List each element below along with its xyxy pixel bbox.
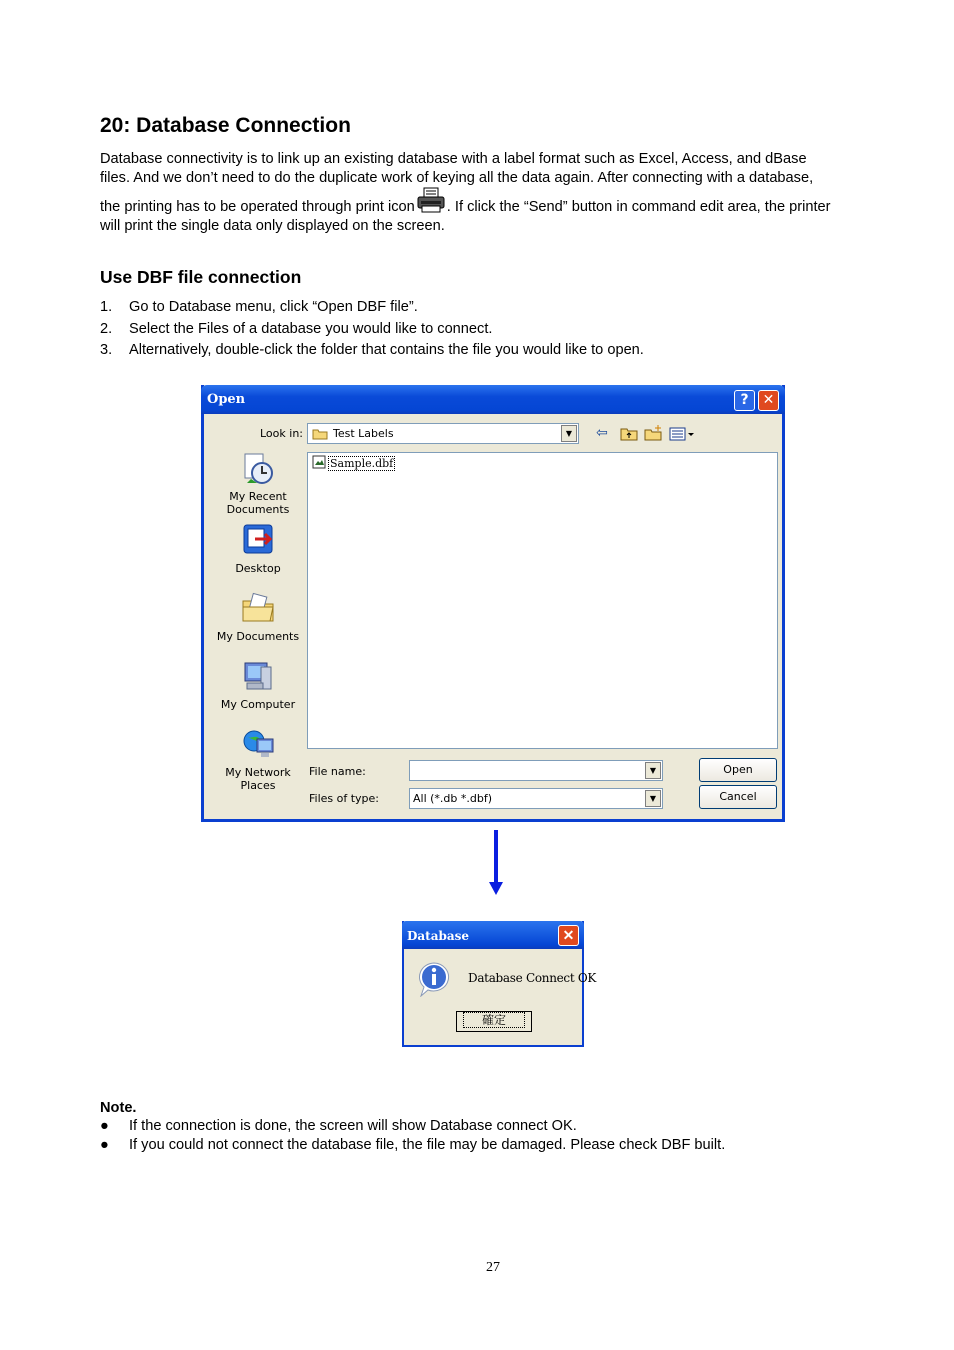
database-message: Database Connect OK bbox=[468, 971, 597, 985]
step-number: 3. bbox=[100, 342, 113, 358]
step-text: Alternatively, double-click the folder that contains the file you would like to open. bbox=[129, 342, 644, 358]
open-button[interactable]: Open bbox=[699, 758, 777, 782]
look-in-label: Look in: bbox=[260, 427, 303, 440]
intro-line-4: will print the single data only displayed on the screen. bbox=[100, 217, 445, 234]
step-text: Select the Files of a database you would like to connect. bbox=[129, 320, 493, 337]
desktop-icon bbox=[241, 523, 275, 557]
note-text: If you could not connect the database file, the file may be damaged. Please check DBF built. bbox=[129, 1137, 726, 1153]
folder-icon bbox=[312, 428, 328, 440]
chevron-down-icon[interactable]: ▼ bbox=[645, 762, 661, 779]
open-dialog-titlebar bbox=[201, 385, 785, 414]
file-name: Sample.dbf bbox=[330, 457, 394, 470]
chevron-down-icon[interactable]: ▼ bbox=[561, 425, 577, 442]
place-my-network[interactable] bbox=[212, 727, 304, 792]
open-dialog-title: Open bbox=[207, 392, 246, 407]
place-recent[interactable] bbox=[212, 451, 304, 516]
database-dialog-title: Database bbox=[407, 929, 470, 943]
section-heading: Use DBF file connection bbox=[100, 267, 302, 287]
place-label: My Computer bbox=[220, 698, 296, 711]
step-number: 2. bbox=[100, 320, 113, 337]
look-in-select[interactable] bbox=[307, 423, 579, 444]
look-in-value: Test Labels bbox=[333, 427, 394, 440]
page-title: 20: Database Connection bbox=[100, 114, 351, 137]
database-dialog bbox=[402, 921, 597, 1047]
recent-documents-icon bbox=[241, 451, 275, 485]
intro-line-3a: the printing has to be operated through print icon bbox=[100, 199, 415, 215]
ok-button[interactable] bbox=[456, 1011, 532, 1032]
close-button[interactable]: ✕ bbox=[758, 390, 779, 411]
info-icon bbox=[417, 961, 451, 997]
file-type-label: Files of type: bbox=[309, 792, 380, 805]
bullet-icon: ● bbox=[100, 1137, 109, 1153]
ok-button-label: 確定 bbox=[463, 1012, 525, 1028]
printer-icon bbox=[416, 187, 446, 213]
page-number: 27 bbox=[486, 1260, 500, 1275]
help-button[interactable]: ? bbox=[734, 390, 755, 411]
down-arrow-icon bbox=[486, 830, 506, 896]
place-desktop[interactable] bbox=[212, 523, 304, 575]
up-folder-icon[interactable] bbox=[620, 426, 638, 441]
back-icon[interactable]: ⇦ bbox=[596, 425, 608, 441]
step-text: Go to Database menu, click “Open DBF file”. bbox=[129, 299, 418, 315]
file-name-input[interactable] bbox=[409, 760, 663, 781]
place-my-documents[interactable] bbox=[212, 591, 304, 643]
intro-line-2: files. And we don’t need to do the duplicate work of keying all the data again. After connecting with a database, bbox=[100, 169, 814, 186]
view-menu-icon[interactable] bbox=[669, 427, 695, 441]
database-dialog-titlebar bbox=[402, 921, 584, 949]
step-number: 1. bbox=[100, 299, 113, 315]
bullet-icon: ● bbox=[100, 1118, 109, 1134]
file-type-value: All (*.db *.dbf) bbox=[413, 792, 493, 805]
place-label: My Documents bbox=[216, 630, 300, 643]
file-name-label: File name: bbox=[309, 765, 366, 778]
open-dialog bbox=[201, 385, 785, 822]
place-label: My Network Places bbox=[225, 766, 291, 792]
file-list[interactable] bbox=[307, 452, 778, 749]
intro-line-1: Database connectivity is to link up an existing database with a label format such as Excel, Access, and dBase bbox=[100, 151, 807, 167]
place-label: Desktop bbox=[235, 562, 281, 575]
intro-line-3b: . If click the “Send” button in command edit area, the printer bbox=[446, 199, 831, 215]
my-network-places-icon bbox=[241, 727, 275, 761]
file-type-select[interactable] bbox=[409, 788, 663, 809]
place-my-computer[interactable] bbox=[212, 659, 304, 711]
my-computer-icon bbox=[241, 659, 275, 693]
new-folder-icon[interactable] bbox=[644, 425, 662, 441]
my-documents-icon bbox=[241, 591, 275, 625]
cancel-button[interactable]: Cancel bbox=[699, 785, 777, 809]
close-button[interactable]: ✕ bbox=[558, 925, 579, 946]
place-label: My Recent Documents bbox=[226, 490, 290, 516]
intro-paragraph bbox=[100, 150, 900, 235]
file-item[interactable] bbox=[312, 455, 395, 470]
chevron-down-icon[interactable]: ▼ bbox=[645, 790, 661, 807]
note-text: If the connection is done, the screen will show Database connect OK. bbox=[129, 1118, 577, 1134]
dbf-file-icon bbox=[312, 455, 326, 469]
note-heading: Note. bbox=[100, 1100, 137, 1116]
